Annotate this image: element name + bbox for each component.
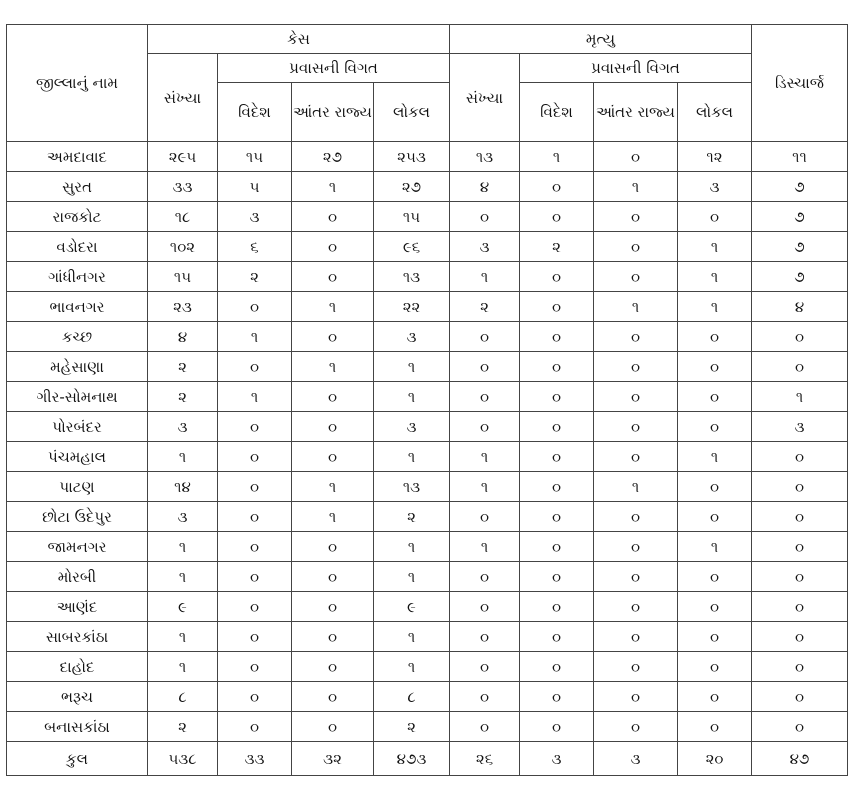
- cell-cases-foreign: ૦: [218, 472, 292, 502]
- cell-district: પોરબંદર: [7, 412, 148, 442]
- cell-deaths-foreign: ૦: [520, 562, 594, 592]
- cell-deaths: ૦: [450, 202, 520, 232]
- cell-deaths-foreign: ૩: [520, 742, 594, 776]
- cell-cases-interstate: ૧: [292, 352, 374, 382]
- table-row: [7, 172, 848, 202]
- cell-deaths: ૦: [450, 562, 520, 592]
- cell-deaths: ૦: [450, 322, 520, 352]
- cell-cases: ૮: [148, 682, 218, 712]
- cell-deaths: ૪: [450, 172, 520, 202]
- cell-cases-interstate: ૦: [292, 262, 374, 292]
- cell-cases-local: ૨૭: [374, 172, 450, 202]
- cases-count-header: સંખ્યા: [148, 54, 218, 142]
- cell-deaths: ૧: [450, 472, 520, 502]
- table-body: [7, 142, 848, 776]
- cell-cases: ૨: [148, 712, 218, 742]
- cell-cases: ૪: [148, 322, 218, 352]
- cell-cases: ૩: [148, 412, 218, 442]
- total-row: [7, 742, 848, 776]
- cell-discharged: ૪: [752, 292, 848, 322]
- cell-deaths-interstate: ૦: [594, 442, 678, 472]
- cell-deaths-interstate: ૦: [594, 562, 678, 592]
- cell-deaths-local: ૦: [678, 592, 752, 622]
- table-row: [7, 532, 848, 562]
- cell-cases-interstate: ૦: [292, 652, 374, 682]
- cell-cases-foreign: ૫: [218, 172, 292, 202]
- cell-deaths: ૧: [450, 532, 520, 562]
- cell-district: મોરબી: [7, 562, 148, 592]
- cell-deaths-local: ૩: [678, 172, 752, 202]
- cell-discharged: ૦: [752, 652, 848, 682]
- cell-discharged: ૪૭: [752, 742, 848, 776]
- cell-cases-local: ૪૭૩: [374, 742, 450, 776]
- cell-cases-local: ૨: [374, 502, 450, 532]
- cell-discharged: ૭: [752, 202, 848, 232]
- cell-deaths-interstate: ૦: [594, 622, 678, 652]
- deaths-foreign-header: વિદેશ: [520, 83, 594, 142]
- cell-cases-local: ૧૩: [374, 262, 450, 292]
- cell-deaths-foreign: ૦: [520, 712, 594, 742]
- cell-cases: ૩૩: [148, 172, 218, 202]
- cell-discharged: ૦: [752, 712, 848, 742]
- cell-deaths-local: ૧૨: [678, 142, 752, 172]
- table-row: [7, 142, 848, 172]
- cell-deaths-interstate: ૦: [594, 532, 678, 562]
- cell-cases-interstate: ૦: [292, 202, 374, 232]
- cases-travel-header: પ્રવાસની વિગત: [218, 54, 450, 83]
- cell-district: પંચમહાલ: [7, 442, 148, 472]
- cell-cases-interstate: ૦: [292, 562, 374, 592]
- cell-discharged: ૦: [752, 442, 848, 472]
- cell-deaths-foreign: ૨: [520, 232, 594, 262]
- cell-deaths-interstate: ૦: [594, 412, 678, 442]
- cell-district: ગાંધીનગર: [7, 262, 148, 292]
- cell-cases-local: ૯: [374, 592, 450, 622]
- cases-local-header: લોકલ: [374, 83, 450, 142]
- cell-cases-interstate: ૧: [292, 292, 374, 322]
- cell-cases-foreign: ૦: [218, 592, 292, 622]
- cell-deaths: ૦: [450, 682, 520, 712]
- cell-deaths-foreign: ૦: [520, 412, 594, 442]
- cell-deaths-interstate: ૦: [594, 382, 678, 412]
- cell-deaths: ૦: [450, 502, 520, 532]
- table-row: [7, 592, 848, 622]
- cell-deaths-interstate: ૧: [594, 292, 678, 322]
- cell-cases: ૧૦૨: [148, 232, 218, 262]
- cell-deaths-local: ૦: [678, 202, 752, 232]
- cell-cases: ૩: [148, 502, 218, 532]
- cell-cases: ૧: [148, 562, 218, 592]
- cell-cases-interstate: ૦: [292, 322, 374, 352]
- cell-deaths-foreign: ૦: [520, 322, 594, 352]
- cell-deaths-local: ૧: [678, 532, 752, 562]
- cell-district: મહેસાણા: [7, 352, 148, 382]
- cell-deaths: ૦: [450, 412, 520, 442]
- cell-deaths-interstate: ૦: [594, 682, 678, 712]
- table-row: [7, 682, 848, 712]
- cell-cases-foreign: ૦: [218, 652, 292, 682]
- deaths-header: મૃત્યુ: [450, 25, 752, 54]
- cell-district: સુરત: [7, 172, 148, 202]
- table-row: [7, 382, 848, 412]
- cell-district: પાટણ: [7, 472, 148, 502]
- cell-district: રાજકોટ: [7, 202, 148, 232]
- cell-deaths: ૦: [450, 382, 520, 412]
- cell-deaths-interstate: ૦: [594, 262, 678, 292]
- cell-discharged: ૦: [752, 682, 848, 712]
- cell-cases: ૫૩૮: [148, 742, 218, 776]
- cases-header: કેસ: [148, 25, 450, 54]
- table-row: [7, 292, 848, 322]
- cell-district: કચ્છ: [7, 322, 148, 352]
- cell-deaths: ૦: [450, 652, 520, 682]
- cell-deaths-foreign: ૦: [520, 382, 594, 412]
- cases-foreign-header: વિદેશ: [218, 83, 292, 142]
- cell-deaths-interstate: ૦: [594, 142, 678, 172]
- table-row: [7, 232, 848, 262]
- cell-cases-interstate: ૧: [292, 472, 374, 502]
- cell-deaths-local: ૦: [678, 622, 752, 652]
- cell-deaths-local: ૧: [678, 292, 752, 322]
- cell-deaths-foreign: ૦: [520, 682, 594, 712]
- cell-cases-local: ૧: [374, 442, 450, 472]
- table-row: [7, 442, 848, 472]
- cell-deaths-foreign: ૦: [520, 472, 594, 502]
- cell-discharged: ૦: [752, 322, 848, 352]
- cell-cases-foreign: ૦: [218, 712, 292, 742]
- cell-deaths-foreign: ૦: [520, 622, 594, 652]
- cell-cases: ૨: [148, 352, 218, 382]
- district-case-table: [6, 24, 848, 776]
- table-row: [7, 622, 848, 652]
- cell-deaths-local: ૦: [678, 562, 752, 592]
- cell-discharged: ૦: [752, 562, 848, 592]
- cell-cases: ૧૫: [148, 262, 218, 292]
- cell-discharged: ૩: [752, 412, 848, 442]
- cell-cases-foreign: ૦: [218, 442, 292, 472]
- cell-cases-interstate: ૦: [292, 412, 374, 442]
- cell-cases: ૧: [148, 442, 218, 472]
- table-row: [7, 262, 848, 292]
- deaths-local-header: લોકલ: [678, 83, 752, 142]
- cell-deaths: ૦: [450, 712, 520, 742]
- table-wrapper: [6, 24, 848, 776]
- cell-cases-interstate: ૦: [292, 682, 374, 712]
- cell-cases-interstate: ૦: [292, 532, 374, 562]
- cell-cases-interstate: ૨૭: [292, 142, 374, 172]
- cell-cases: ૧: [148, 622, 218, 652]
- cell-cases-interstate: ૧: [292, 172, 374, 202]
- cell-cases-foreign: ૨: [218, 262, 292, 292]
- table-row: [7, 472, 848, 502]
- cell-deaths-interstate: ૦: [594, 352, 678, 382]
- cell-deaths: ૦: [450, 622, 520, 652]
- cell-cases-foreign: ૩૩: [218, 742, 292, 776]
- cell-deaths-foreign: ૦: [520, 352, 594, 382]
- table-row: [7, 202, 848, 232]
- table-row: [7, 502, 848, 532]
- cell-discharged: ૦: [752, 472, 848, 502]
- cell-deaths-local: ૦: [678, 502, 752, 532]
- cell-district: સાબરકાંઠા: [7, 622, 148, 652]
- cell-deaths-interstate: ૩: [594, 742, 678, 776]
- cell-deaths-local: ૦: [678, 382, 752, 412]
- cell-cases-interstate: ૦: [292, 712, 374, 742]
- cell-cases-foreign: ૧: [218, 382, 292, 412]
- cell-cases-foreign: ૦: [218, 502, 292, 532]
- table-row: [7, 412, 848, 442]
- cell-discharged: ૧૧: [752, 142, 848, 172]
- cell-deaths-local: ૦: [678, 682, 752, 712]
- cell-deaths-interstate: ૦: [594, 202, 678, 232]
- cell-cases-foreign: ૦: [218, 562, 292, 592]
- cell-cases-foreign: ૬: [218, 232, 292, 262]
- deaths-count-header: સંખ્યા: [450, 54, 520, 142]
- cell-district: દાહોદ: [7, 652, 148, 682]
- cell-cases-foreign: ૦: [218, 682, 292, 712]
- cell-cases-local: ૧૫: [374, 202, 450, 232]
- cell-deaths: ૨: [450, 292, 520, 322]
- cell-district: આણંદ: [7, 592, 148, 622]
- table-row: [7, 322, 848, 352]
- cell-district: ગીર-સોમનાથ: [7, 382, 148, 412]
- cases-interstate-header: આંતર રાજ્ય: [292, 83, 374, 142]
- cell-deaths: ૩: [450, 232, 520, 262]
- cell-cases-local: ૮: [374, 682, 450, 712]
- cell-cases-local: ૧: [374, 352, 450, 382]
- cell-deaths: ૧: [450, 442, 520, 472]
- cell-cases-foreign: ૩: [218, 202, 292, 232]
- cell-deaths-local: ૨૦: [678, 742, 752, 776]
- cell-cases-interstate: ૦: [292, 382, 374, 412]
- cell-district: છોટા ઉદેપુર: [7, 502, 148, 532]
- cell-cases-local: ૩: [374, 322, 450, 352]
- cell-deaths-local: ૦: [678, 322, 752, 352]
- cell-discharged: ૭: [752, 262, 848, 292]
- cell-district: કુલ: [7, 742, 148, 776]
- cell-deaths-local: ૦: [678, 352, 752, 382]
- cell-cases-local: ૧: [374, 532, 450, 562]
- cell-district: જામનગર: [7, 532, 148, 562]
- cell-cases-foreign: ૦: [218, 412, 292, 442]
- cell-deaths-local: ૦: [678, 652, 752, 682]
- cell-cases-local: ૧: [374, 382, 450, 412]
- cell-deaths-foreign: ૧: [520, 142, 594, 172]
- cell-deaths-interstate: ૦: [594, 232, 678, 262]
- cell-district: વડોદરા: [7, 232, 148, 262]
- cell-discharged: ૦: [752, 352, 848, 382]
- cell-cases-interstate: ૦: [292, 232, 374, 262]
- cell-cases-local: ૨: [374, 712, 450, 742]
- cell-deaths-local: ૦: [678, 412, 752, 442]
- cell-discharged: ૭: [752, 172, 848, 202]
- cell-cases-local: ૧: [374, 652, 450, 682]
- cell-cases: ૨: [148, 382, 218, 412]
- cell-cases-foreign: ૧૫: [218, 142, 292, 172]
- cell-deaths: ૧૩: [450, 142, 520, 172]
- cell-deaths-interstate: ૦: [594, 322, 678, 352]
- cell-discharged: ૭: [752, 232, 848, 262]
- table-row: [7, 562, 848, 592]
- deaths-travel-header: પ્રવાસની વિગત: [520, 54, 752, 83]
- cell-cases-foreign: ૦: [218, 622, 292, 652]
- cell-cases-interstate: ૧: [292, 502, 374, 532]
- cell-cases: ૧: [148, 532, 218, 562]
- cell-discharged: ૦: [752, 592, 848, 622]
- cell-cases-foreign: ૧: [218, 322, 292, 352]
- table-row: [7, 352, 848, 382]
- cell-discharged: ૧: [752, 382, 848, 412]
- cell-cases: ૧૮: [148, 202, 218, 232]
- cell-cases: ૨૩: [148, 292, 218, 322]
- cell-cases-local: ૧: [374, 562, 450, 592]
- cell-deaths-foreign: ૦: [520, 292, 594, 322]
- cell-deaths-local: ૦: [678, 712, 752, 742]
- cell-discharged: ૦: [752, 532, 848, 562]
- cell-cases-local: ૧: [374, 622, 450, 652]
- cell-deaths-foreign: ૦: [520, 592, 594, 622]
- cell-cases-foreign: ૦: [218, 532, 292, 562]
- cell-cases: ૧૪: [148, 472, 218, 502]
- cell-cases-local: ૧૩: [374, 472, 450, 502]
- cell-deaths-interstate: ૧: [594, 472, 678, 502]
- deaths-interstate-header: આંતર રાજ્ય: [594, 83, 678, 142]
- table-row: [7, 652, 848, 682]
- cell-deaths-local: ૧: [678, 232, 752, 262]
- cell-district: અમદાવાદ: [7, 142, 148, 172]
- cell-cases-local: ૩: [374, 412, 450, 442]
- district-header: જીલ્લાનું નામ: [7, 25, 148, 142]
- cell-deaths-interstate: ૦: [594, 712, 678, 742]
- cell-deaths-local: ૧: [678, 442, 752, 472]
- cell-deaths-interstate: ૦: [594, 502, 678, 532]
- cell-deaths-foreign: ૦: [520, 262, 594, 292]
- cell-deaths: ૨૬: [450, 742, 520, 776]
- cell-discharged: ૦: [752, 622, 848, 652]
- cell-deaths-interstate: ૦: [594, 652, 678, 682]
- cell-deaths-interstate: ૦: [594, 592, 678, 622]
- cell-deaths: ૧: [450, 262, 520, 292]
- cell-deaths-foreign: ૦: [520, 442, 594, 472]
- cell-deaths: ૦: [450, 592, 520, 622]
- cell-cases-interstate: ૦: [292, 442, 374, 472]
- cell-deaths-local: ૧: [678, 262, 752, 292]
- cell-district: ભરૂચ: [7, 682, 148, 712]
- cell-cases: ૧: [148, 652, 218, 682]
- cell-deaths-local: ૦: [678, 472, 752, 502]
- cell-deaths: ૦: [450, 352, 520, 382]
- cell-district: ભાવનગર: [7, 292, 148, 322]
- cell-cases-local: ૨૫૩: [374, 142, 450, 172]
- cell-cases-foreign: ૦: [218, 352, 292, 382]
- cell-deaths-foreign: ૦: [520, 202, 594, 232]
- cell-cases-local: ૯૬: [374, 232, 450, 262]
- cell-deaths-foreign: ૦: [520, 532, 594, 562]
- cell-cases: ૯: [148, 592, 218, 622]
- cell-deaths-foreign: ૦: [520, 652, 594, 682]
- cell-discharged: ૦: [752, 502, 848, 532]
- cell-deaths-foreign: ૦: [520, 502, 594, 532]
- cell-deaths-foreign: ૦: [520, 172, 594, 202]
- table-row: [7, 712, 848, 742]
- cell-cases: ૨૯૫: [148, 142, 218, 172]
- cell-cases-interstate: ૩૨: [292, 742, 374, 776]
- cell-cases-interstate: ૦: [292, 592, 374, 622]
- discharge-header: ડિસ્ચાર્જ: [752, 25, 848, 142]
- cell-cases-foreign: ૦: [218, 292, 292, 322]
- cell-cases-local: ૨૨: [374, 292, 450, 322]
- cell-district: બનાસકાંઠા: [7, 712, 148, 742]
- cell-deaths-interstate: ૧: [594, 172, 678, 202]
- cell-cases-interstate: ૦: [292, 622, 374, 652]
